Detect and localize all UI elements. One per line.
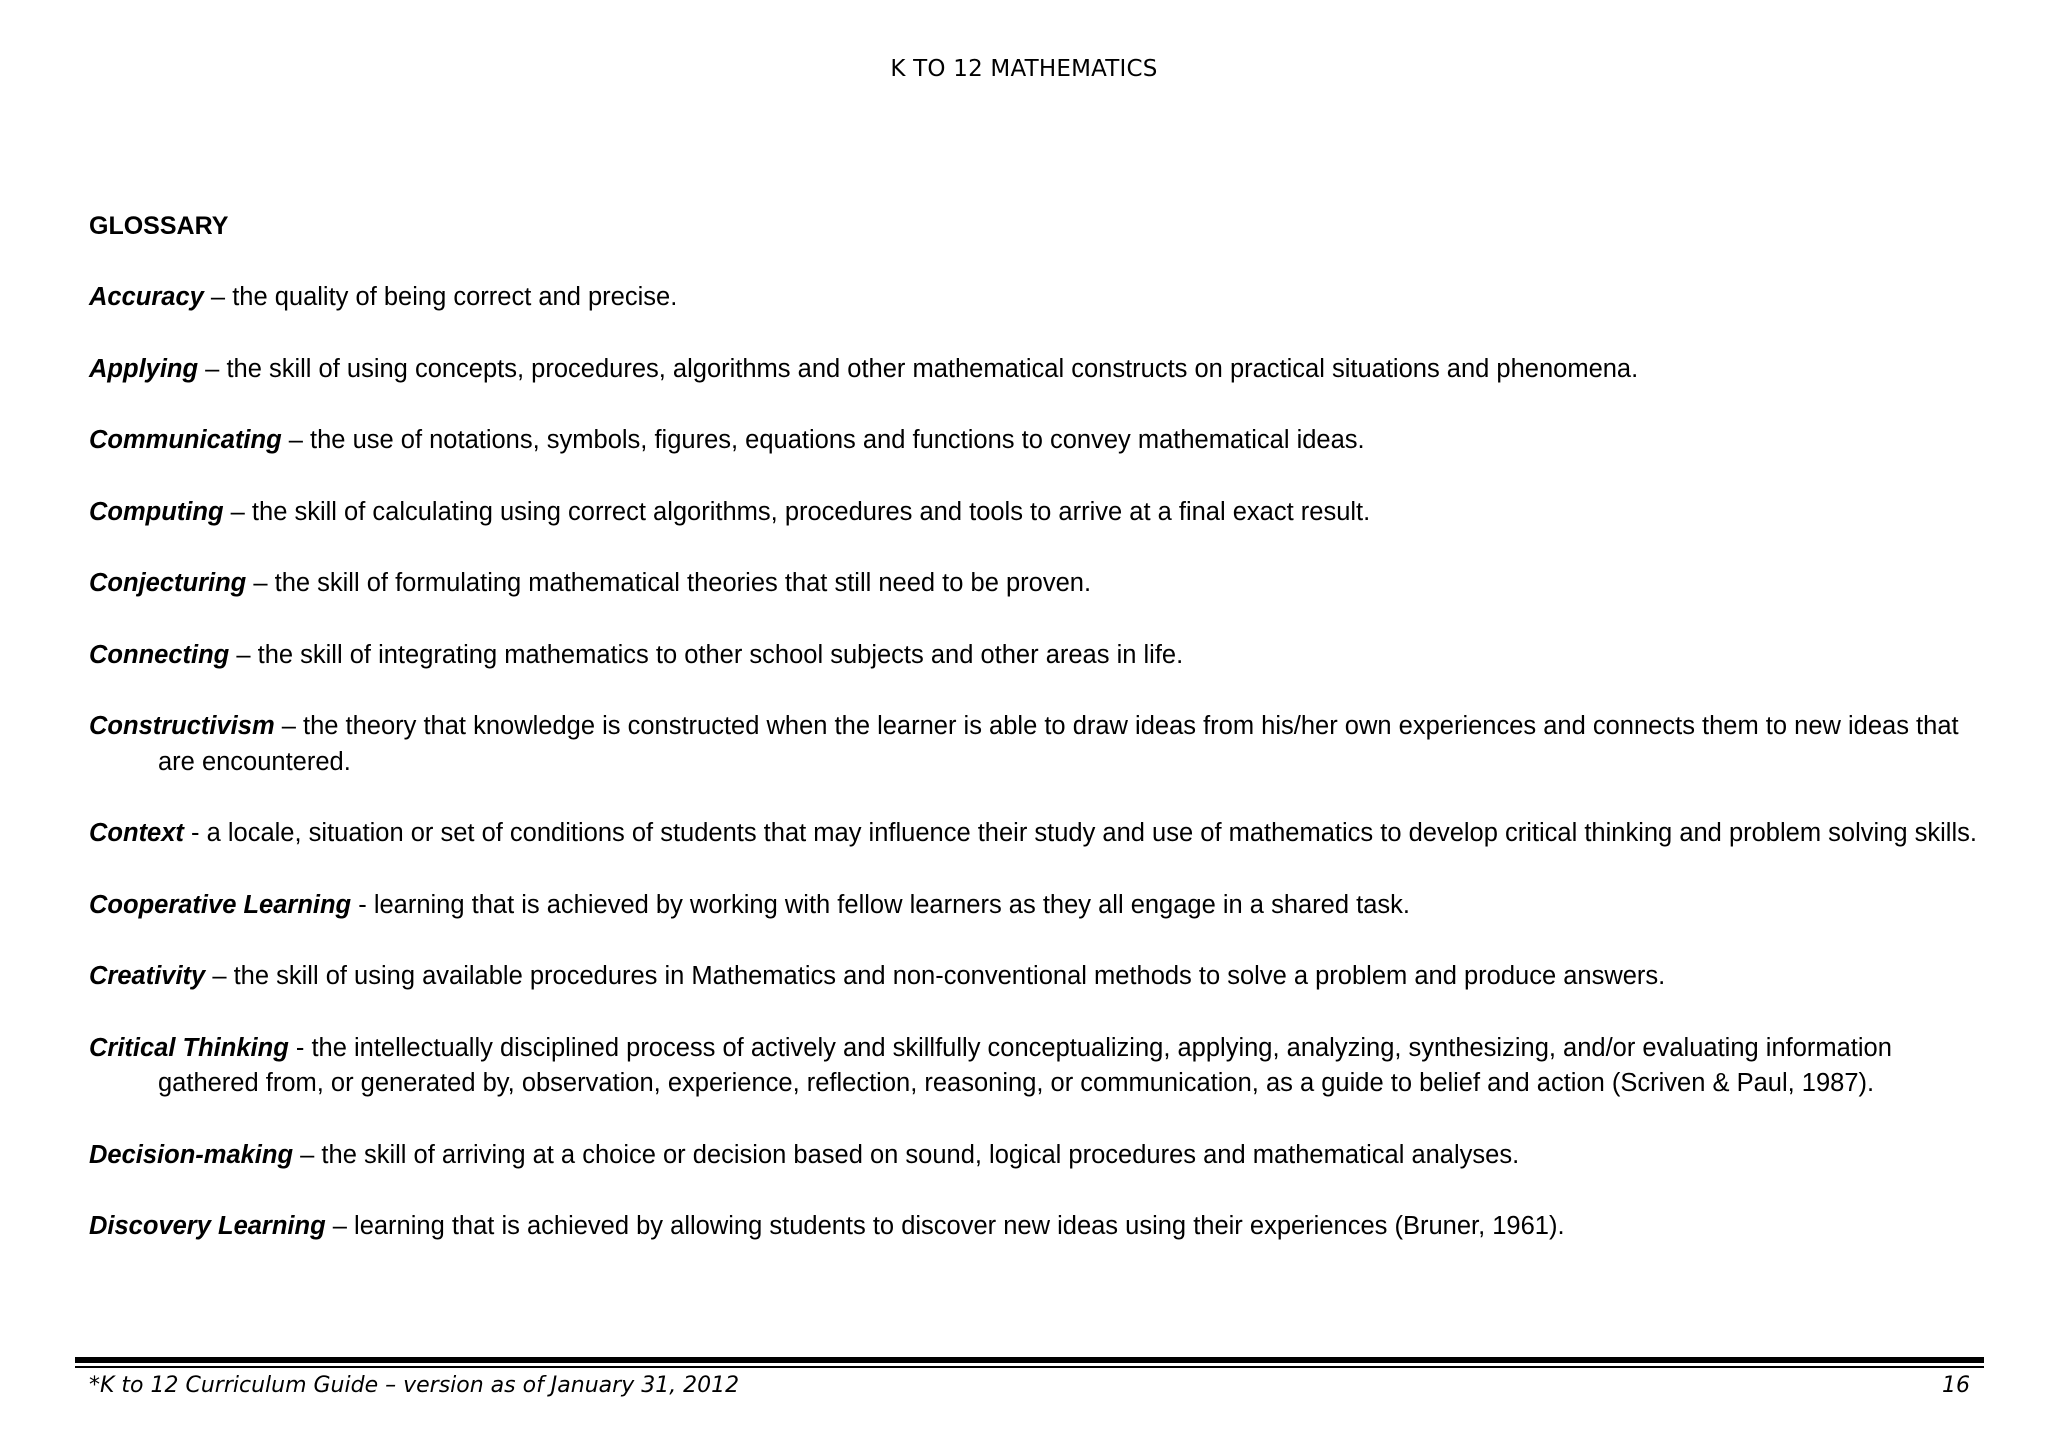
glossary-term: Context — [89, 819, 184, 847]
glossary-entry — [89, 1031, 1989, 1102]
glossary-term: Conjecturing — [89, 569, 247, 597]
page-number: 16 — [1942, 1373, 1970, 1398]
glossary-term: Constructivism — [89, 712, 275, 740]
entry-separator: - — [183, 819, 207, 847]
glossary-definition: the skill of using concepts, procedures, algorithms and other mathematical constructs on practical situations and phenomena. — [226, 354, 1639, 383]
glossary-entry — [89, 280, 1989, 316]
glossary-term: Accuracy — [89, 283, 204, 311]
glossary-entry — [89, 566, 1989, 602]
glossary-definition: learning that is achieved by allowing students to discover new ideas using their experiences (Bruner, 1961). — [354, 1212, 1565, 1240]
entry-separator: – — [205, 962, 234, 990]
glossary-term: Decision-making — [89, 1140, 294, 1169]
entry-separator: - — [288, 1033, 312, 1062]
entry-separator: – — [325, 1212, 355, 1240]
glossary-term: Discovery Learning — [89, 1212, 326, 1240]
glossary-entry — [89, 709, 1989, 780]
entry-separator: – — [293, 1140, 322, 1169]
glossary-term: Creativity — [89, 962, 206, 990]
entry-separator: - — [351, 890, 374, 919]
footer-rule-thick — [75, 1357, 1984, 1363]
glossary-entry — [89, 959, 1989, 995]
glossary-definition: the skill of calculating using correct algorithms, procedures and tools to arrive at a final exact result. — [251, 497, 1371, 526]
entry-separator: – — [246, 569, 275, 597]
glossary-term: Cooperative Learning — [89, 890, 352, 919]
glossary-entry — [89, 816, 1989, 852]
glossary-definition: the skill of integrating mathematics to other school subjects and other areas in life. — [257, 640, 1184, 669]
glossary-term: Computing — [89, 497, 224, 526]
glossary-term: Communicating — [89, 426, 282, 454]
glossary-definition: a locale, situation or set of conditions of students that may influence their study and use of mathematics to develop critical thinking and problem solving skills. — [206, 819, 1977, 847]
glossary-list — [89, 280, 1989, 1281]
glossary-definition: the quality of being correct and precise. — [232, 283, 678, 311]
glossary-definition: the skill of using available procedures in Mathematics and non-conventional methods to solve a problem and produce answers. — [233, 962, 1666, 990]
glossary-entry — [89, 495, 1989, 531]
entry-separator: – — [229, 640, 258, 669]
glossary-term: Connecting — [89, 640, 230, 669]
glossary-entry — [89, 1209, 1989, 1245]
glossary-entry — [89, 638, 1989, 674]
glossary-definition: the theory that knowledge is constructed when the learner is able to draw ideas from his/her own experiences and connects them to new ideas that are encountered. — [158, 712, 1959, 776]
entry-separator: – — [274, 712, 303, 740]
glossary-term: Applying — [89, 354, 199, 383]
entry-separator: – — [203, 283, 233, 311]
glossary-definition: the use of notations, symbols, figures, equations and functions to convey mathematical ideas. — [310, 426, 1365, 454]
entry-separator: – — [198, 354, 227, 383]
glossary-term: Critical Thinking — [89, 1033, 289, 1062]
glossary-entry — [89, 1138, 1989, 1174]
glossary-definition: the intellectually disciplined process of actively and skillfully conceptualizing, applying, analyzing, synthesizing, and/or evaluating information gathered from, or generated by, observation, experience, reflection, reasoning, or communication, as a guide to belief and action (Scriven & Paul, 1987). — [158, 1033, 1892, 1097]
running-header: K TO 12 MATHEMATICS — [890, 56, 1158, 82]
glossary-definition: the skill of formulating mathematical theories that still need to be proven. — [274, 569, 1092, 597]
glossary-definition: learning that is achieved by working with fellow learners as they all engage in a shared task. — [373, 890, 1410, 919]
glossary-heading: GLOSSARY — [89, 212, 229, 240]
glossary-definition: the skill of arriving at a choice or decision based on sound, logical procedures and mathematical analyses. — [321, 1140, 1520, 1169]
glossary-entry — [89, 423, 1989, 459]
entry-separator: – — [223, 497, 252, 526]
entry-separator: – — [281, 426, 311, 454]
footer-rule-thin — [75, 1366, 1984, 1368]
footer-note: *K to 12 Curriculum Guide – version as of January 31, 2012 — [89, 1373, 740, 1398]
glossary-entry — [89, 888, 1989, 924]
glossary-entry — [89, 352, 1989, 388]
